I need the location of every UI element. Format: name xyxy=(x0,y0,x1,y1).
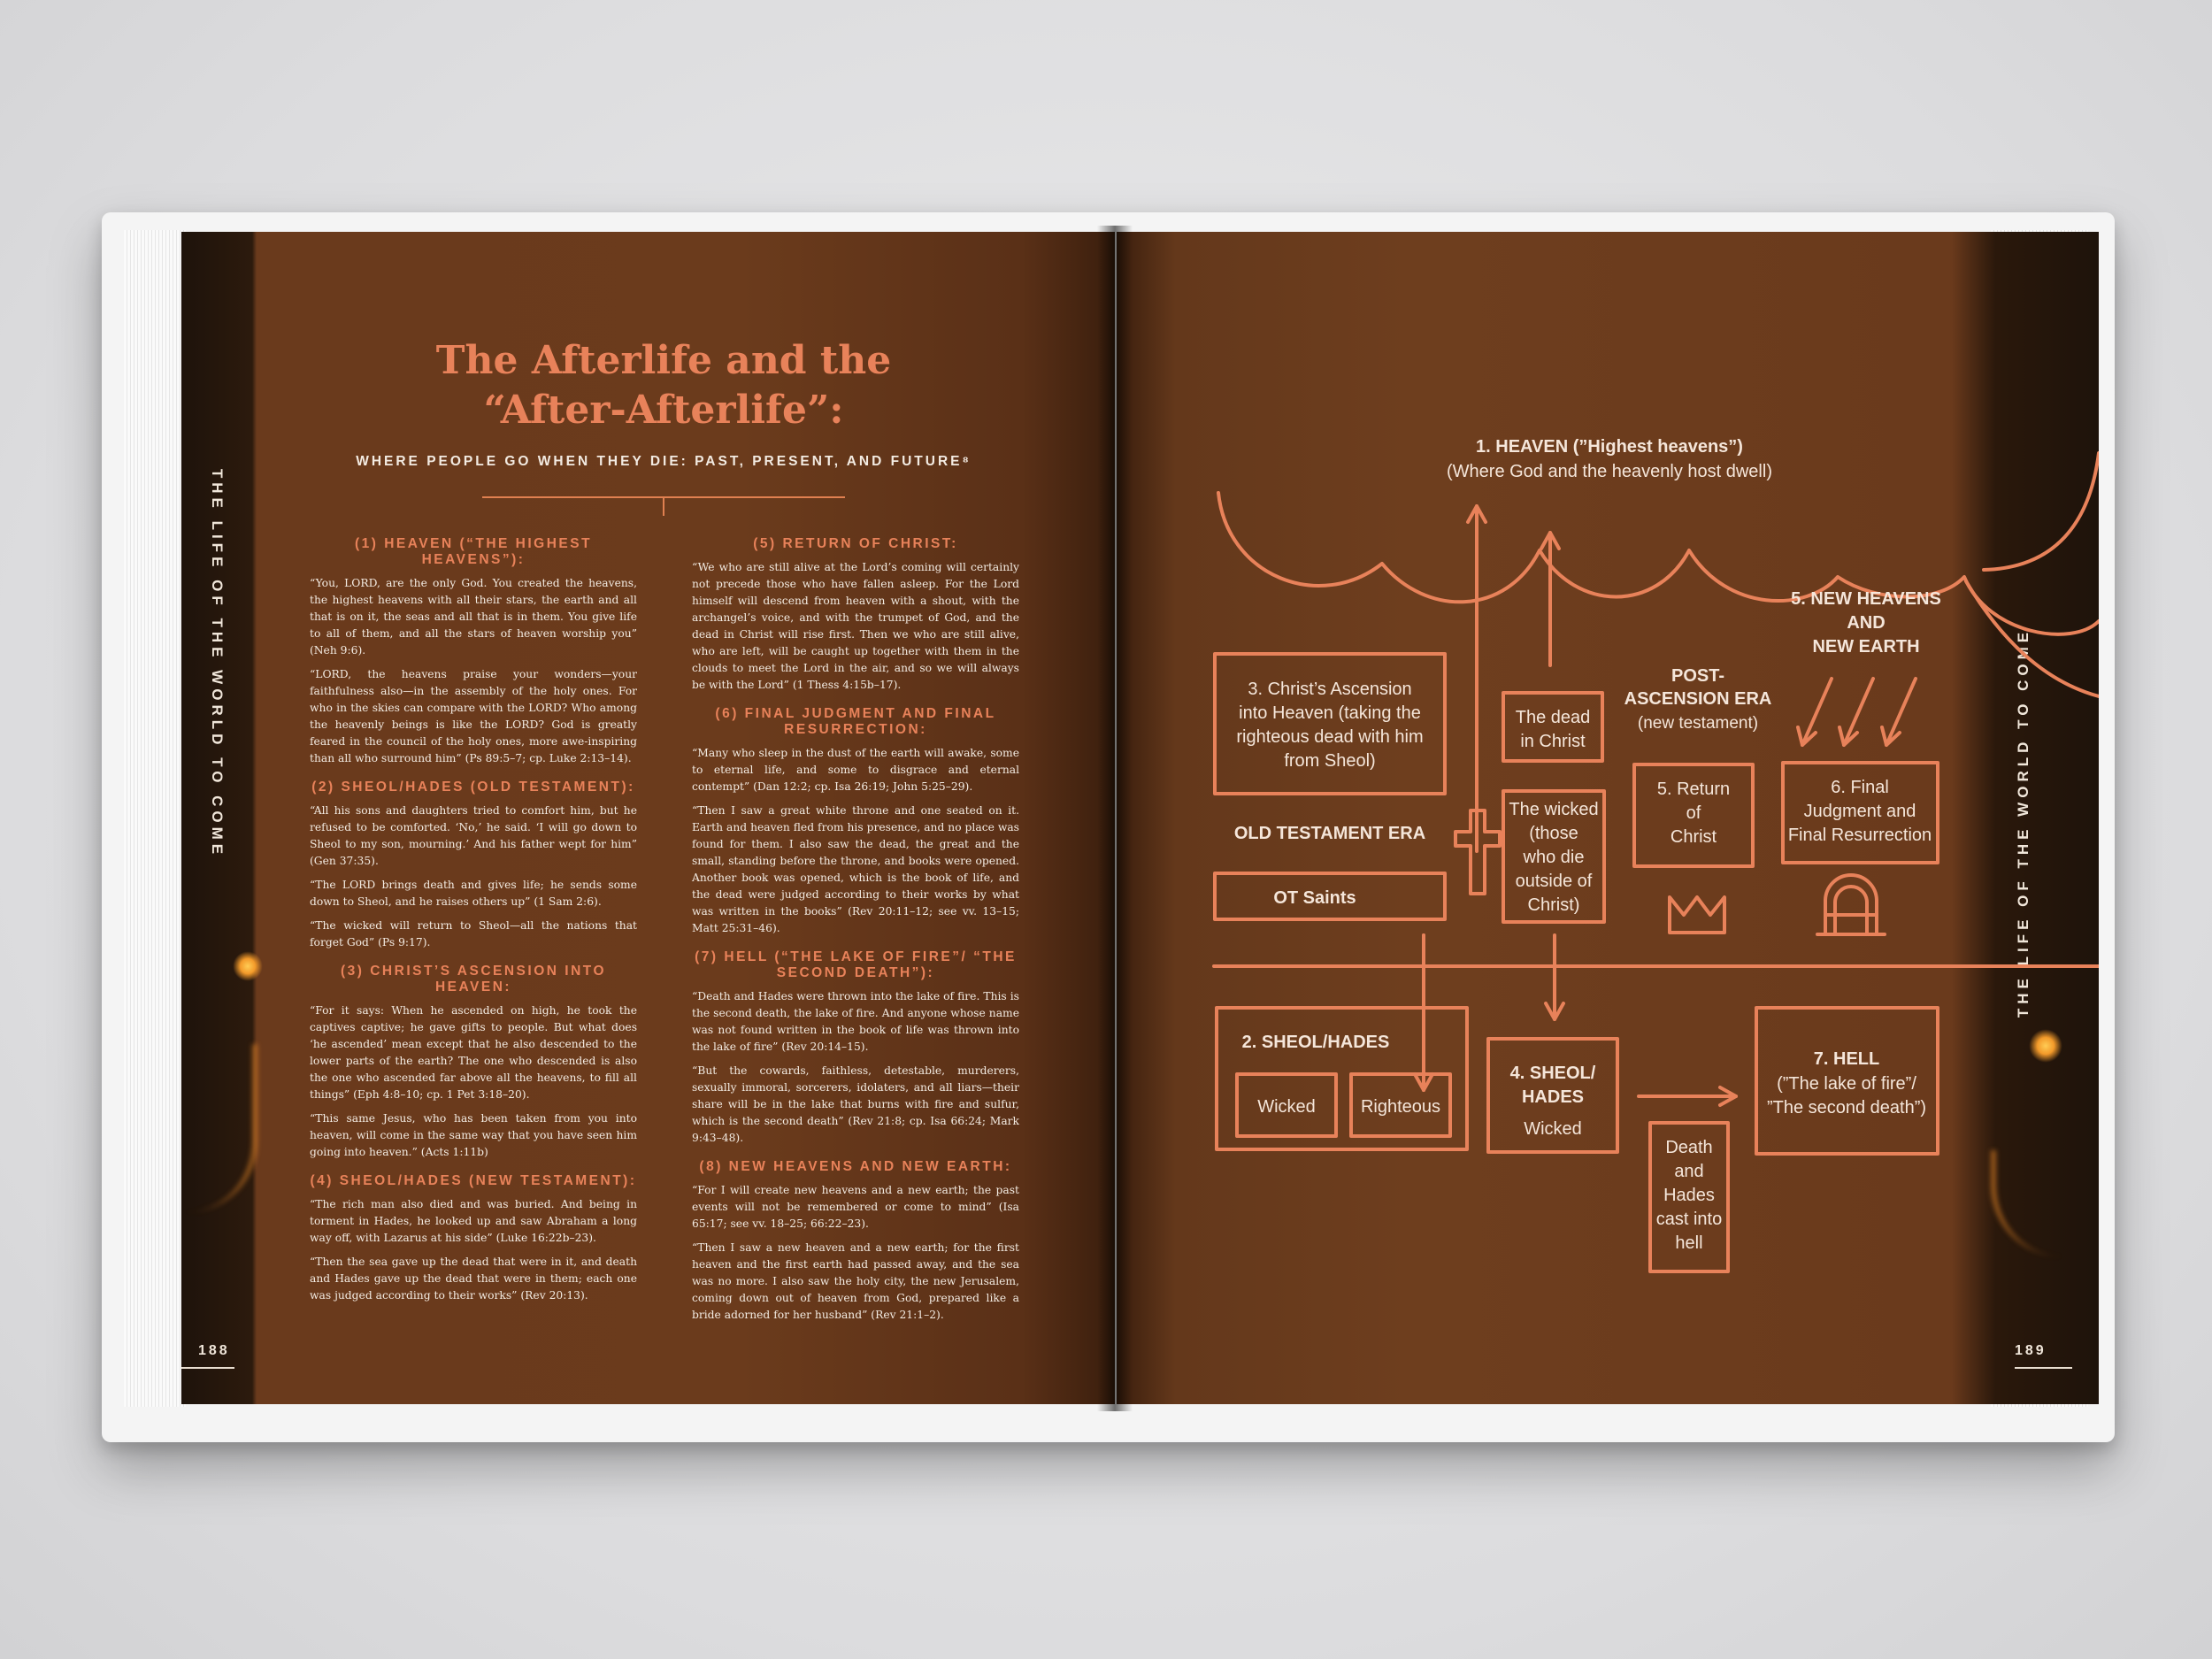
section-heading: (5) RETURN OF CHRIST: xyxy=(753,536,958,551)
wicked-line-1: The wicked xyxy=(1509,800,1599,819)
final-line-1: 6. Final xyxy=(1831,778,1889,797)
page-number-left: 188 xyxy=(198,1343,230,1358)
scripture-paragraph: “You, LORD, are the only God. You created the heavens, the highest heavens with all their stars, the earth and all that is on it, the seas and all that is in them. You give life to all of them, and all the stars of heaven worship you” (Neh 9:6). xyxy=(310,577,637,657)
scripture-paragraph: “The LORD brings death and gives life; he sends some down to Sheol, and he raises others up” (1 Sam 2:6). xyxy=(310,879,637,908)
ascension-line-1: 3. Christ’s Ascension xyxy=(1248,680,1412,699)
running-head-right: THE LIFE OF THE WORLD TO COME xyxy=(2015,627,2032,1018)
scripture-paragraph: “Many who sleep in the dust of the earth will awake, some to eternal life, and some to disgrace and eternal contempt” (Dan 12:2; cp. Isa 26:19; John 5:25–29). xyxy=(692,747,1019,793)
death-hades-line-1: Death xyxy=(1665,1138,1713,1157)
sheol2-wicked: Wicked xyxy=(1524,1119,1582,1139)
scripture-paragraph: “This same Jesus, who has been taken from you into heaven, will come in the same way that you have seen him going into heaven.” (Acts 1:11b) xyxy=(310,1112,637,1158)
throne-icon xyxy=(1817,875,1885,934)
scripture-paragraph: “Then I saw a new heaven and a new earth; for the first heaven and the first earth had passed away, and the sea was no more. I also saw the holy city, the new Jerusalem, coming down out of heaven from God, prepared like a bride adorned for her husband” (Rev 21:1–2). xyxy=(692,1241,1019,1321)
section-heading: (3) CHRIST’S ASCENSION INTO HEAVEN: xyxy=(340,964,607,995)
title-line-1: The Afterlife and the xyxy=(435,338,892,383)
crown-icon xyxy=(1670,897,1724,933)
post-ascension-sub: (new testament) xyxy=(1637,714,1759,733)
death-hades-line-3: Hades xyxy=(1663,1186,1715,1205)
new-heavens-line-2: AND xyxy=(1847,613,1886,633)
title-divider-tick xyxy=(663,496,664,516)
section-ascension xyxy=(310,964,637,1161)
scripture-paragraph: “LORD, the heavens praise your wonders—your faithfulness also—in the assembly of the holy ones. For who in the skies can compare with the LORD? Who among the heavenly beings is like the LORD? God is greatly feared in the council of the holy ones, more awe-inspiring than all who surround him” (Ps 89:5–7; cp. Luke 2:13–14). xyxy=(310,668,637,764)
scripture-paragraph: “All his sons and daughters tried to comfort him, but he refused to be comforted. ‘No,’ he said. ‘I will go down to Sheol to my son, mourning.’ And his father wept for him” (Gen 37:35). xyxy=(310,804,637,867)
scripture-paragraph: “Then I saw a great white throne and one seated on it. Earth and heaven fled from his presence, and no place was found for them. I also saw the dead, the great and the small, standing before the throne, and books were opened. Another book was opened, which is the book of life, and the dead were judged according to their works by what was written in the books” (Rev 20:11–12; see vv. 13–15; Matt 25:31–46). xyxy=(692,804,1019,934)
old-testament-era: OLD TESTAMENT ERA xyxy=(1233,824,1426,843)
new-heavens-line-3: NEW EARTH xyxy=(1812,637,1920,657)
heaven-subtitle: (Where God and the heavenly host dwell) xyxy=(1447,462,1772,481)
section-heaven xyxy=(310,536,637,767)
ot-saints-label: OT Saints xyxy=(1273,888,1356,908)
final-line-3: Final Resurrection xyxy=(1787,826,1932,845)
sheol-wicked: Wicked xyxy=(1257,1097,1316,1117)
section-judgment xyxy=(692,706,1019,937)
running-head-left: THE LIFE OF THE WORLD TO COME xyxy=(209,468,226,859)
section-heading: (6) FINAL JUDGMENT AND FINAL RESURRECTION: xyxy=(715,706,996,737)
wicked-line-3: who die xyxy=(1523,848,1585,867)
post-ascension-line-1: POST- xyxy=(1671,666,1725,686)
text-column-left xyxy=(310,536,637,1317)
section-sheol-ot xyxy=(310,780,637,951)
section-heading: (7) HELL (“THE LAKE OF FIRE”/ “THE SECOND DEATH”): xyxy=(695,949,1017,980)
new-heavens-line-1: 5. NEW HEAVENS xyxy=(1791,589,1941,609)
scripture-paragraph: “But the cowards, faithless, detestable, murderers, sexually immoral, sorcerers, idolaters, and all liars—their share will be in the lake that burns with fire and sulfur, which is the second death” (Rev 21:8; cp. Isa 66:24; Mark 9:43–48). xyxy=(692,1064,1019,1144)
candle-glow-left xyxy=(233,951,263,981)
section-heading: (4) SHEOL/HADES (NEW TESTAMENT): xyxy=(310,1173,637,1188)
scripture-paragraph: “We who are still alive at the Lord’s coming will certainly not precede those who have fallen asleep. For the Lord himself will descend from heaven with a shout, with the archangel’s voice, and with the trumpet of God, and the dead in Christ will rise first. Then we who are still alive, who are left, will be caught up together with them in the clouds to meet the Lord in the air, and so we will always be with the Lord” (1 Thess 4:15b–17). xyxy=(692,561,1019,691)
sheol-title: 2. SHEOL/HADES xyxy=(1241,1033,1390,1052)
section-new-heavens xyxy=(692,1159,1019,1324)
section-hell xyxy=(692,949,1019,1147)
section-heading: (8) NEW HEAVENS AND NEW EARTH: xyxy=(699,1159,1012,1174)
scripture-paragraph: “The rich man also died and was buried. And being in torment in Hades, he looked up and saw Abraham a long way off, with Lazarus at his side” (Luke 16:22b–23). xyxy=(310,1198,637,1244)
page-number-right: 189 xyxy=(2015,1343,2047,1358)
death-hades-line-2: and xyxy=(1674,1162,1704,1181)
scripture-paragraph: “Then the sea gave up the dead that were in it, and death and Hades gave up the dead that were in them; each one was judged according to their works” (Rev 20:13). xyxy=(310,1256,637,1302)
heaven-cloud-right xyxy=(1984,453,2099,570)
return-line-2: of xyxy=(1686,803,1701,823)
death-hades-line-5: hell xyxy=(1675,1233,1703,1253)
ascension-box xyxy=(1215,654,1445,794)
hell-sub-line-2: ”The second death”) xyxy=(1766,1098,1927,1118)
ascension-line-4: from Sheol) xyxy=(1284,751,1376,771)
article-subtitle: WHERE PEOPLE GO WHEN THEY DIE: PAST, PRESENT, AND FUTURE⁸ xyxy=(356,454,972,469)
return-line-3: Christ xyxy=(1670,827,1717,847)
afterlife-diagram xyxy=(1117,232,2099,1404)
ascension-line-2: into Heaven (taking the xyxy=(1239,703,1421,723)
dead-in-christ-line-2: in Christ xyxy=(1520,732,1586,751)
heaven-cloud-outline xyxy=(1218,493,2099,634)
scripture-paragraph: “Death and Hades were thrown into the lake of fire. This is the second death, the lake of fire. And anyone whose name was not found written in the book of life was thrown into the lake of fire” (Rev 20:14–15). xyxy=(692,990,1019,1053)
new-earth-arc xyxy=(1966,581,2099,696)
return-line-1: 5. Return xyxy=(1656,780,1731,799)
scripture-paragraph: “The wicked will return to Sheol—all the nations that forget God” (Ps 9:17). xyxy=(310,919,637,949)
hell-title: 7. HELL xyxy=(1813,1049,1880,1069)
page-number-rule-left xyxy=(181,1367,234,1369)
title-line-2: “After-Afterlife”: xyxy=(483,388,844,433)
hell-sub-line-1: (”The lake of fire”/ xyxy=(1777,1074,1916,1094)
scripture-paragraph: “For I will create new heavens and a new earth; the past events will not be remembered or come to mind” (Isa 65:17; see vv. 18–25; 66:22–23). xyxy=(692,1184,1019,1230)
dead-in-christ-line-1: The dead xyxy=(1515,708,1591,727)
post-ascension-line-2: ASCENSION ERA xyxy=(1624,689,1772,709)
section-heading: (2) SHEOL/HADES (OLD TESTAMENT): xyxy=(311,780,635,795)
heaven-title: 1. HEAVEN (”Highest heavens”) xyxy=(1476,437,1743,457)
article-title xyxy=(345,336,982,435)
wicked-line-4: outside of xyxy=(1515,872,1593,891)
section-return xyxy=(692,536,1019,694)
death-hades-line-4: cast into xyxy=(1655,1210,1723,1229)
text-column-right xyxy=(692,536,1019,1336)
ascension-line-3: righteous dead with him xyxy=(1236,727,1424,747)
scripture-paragraph: “For it says: When he ascended on high, he took the captives captive; he gave gifts to people. But what does ‘he ascended’ mean except that he also descended to the lower parts of the earth? The one who descended is also the one who ascended far above all the heavens, to fill all things” (Eph 4:8–10; cp. 1 Pet 3:18–20). xyxy=(310,1004,637,1101)
wicked-line-2: (those xyxy=(1529,824,1578,843)
sheol2-line-1: 4. SHEOL/ xyxy=(1509,1064,1596,1083)
final-line-2: Judgment and xyxy=(1803,802,1916,821)
section-heading: (1) HEAVEN (“THE HIGHEST HEAVENS”): xyxy=(354,536,593,567)
page-edges-left xyxy=(124,230,186,1407)
sheol-righteous: Righteous xyxy=(1360,1097,1441,1117)
wicked-line-5: Christ) xyxy=(1527,895,1580,915)
section-sheol-nt xyxy=(310,1173,637,1304)
sheol2-line-2: HADES xyxy=(1521,1087,1585,1107)
